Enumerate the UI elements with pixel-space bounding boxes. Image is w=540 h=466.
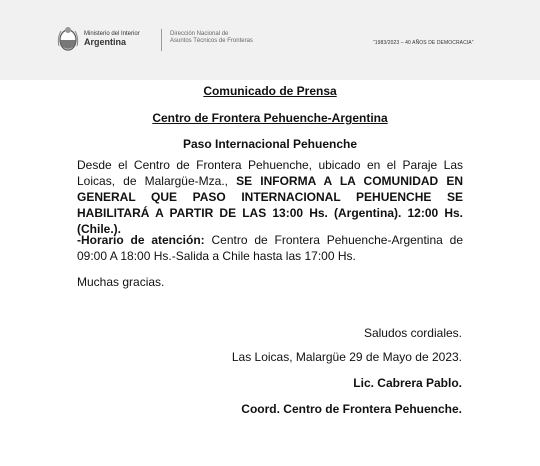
ministry-line1: Ministerio del Interior: [84, 31, 140, 37]
header-divider: [161, 29, 162, 51]
direccion-name: [170, 31, 253, 44]
border-center-title: Centro de Frontera Pehuenche-Argentina: [152, 111, 388, 125]
announcement-paragraph: [77, 157, 463, 237]
signer-name: Lic. Cabrera Pablo.: [353, 376, 462, 390]
announcement-intro: Desde el Centro de Frontera Pehuenche, ubicado en el Paraje Las Loicas, de Malargüe-Mza.,: [77, 158, 463, 188]
direccion-line2: Asuntos Técnicos de Fronteras: [170, 37, 253, 44]
democracy-slogan: “1983/2023 – 40 AÑOS DE DEMOCRACIA”: [373, 40, 474, 46]
argentina-coat-of-arms-icon: [57, 26, 79, 52]
press-release-title: Comunicado de Prensa: [203, 84, 337, 98]
ministry-name: [84, 31, 140, 47]
letterhead: [0, 0, 540, 80]
schedule-label: -Horario de atención:: [77, 233, 205, 247]
schedule-paragraph: [77, 232, 463, 264]
border-pass-title: Paso Internacional Pehuenche: [182, 137, 358, 151]
schedule-text: Centro de Frontera Pehuenche-Argentina de 09:00 A 18:00 Hs.-Salida a Chile hasta las 17:00 Hs.: [77, 233, 463, 263]
signer-role: Coord. Centro de Frontera Pehuenche.: [241, 402, 462, 416]
regards-text: Saludos cordiales.: [363, 326, 462, 340]
announcement-bold: SE INFORMA A LA COMUNIDAD EN GENERAL QUE PASO INTERNACIONAL PEHUENCHE SE HABILITARÁ A PARTIR DE LAS 13:00 Hs. (Argentina). 12:00 Hs. (Chile.).: [77, 174, 463, 236]
date-place-text: Las Loicas, Malargüe 29 de Mayo de 2023.: [231, 350, 462, 364]
thanks-text: Muchas gracias.: [77, 275, 165, 289]
direccion-line1: Dirección Nacional de: [170, 31, 229, 37]
ministry-line2: Argentina: [84, 37, 127, 47]
